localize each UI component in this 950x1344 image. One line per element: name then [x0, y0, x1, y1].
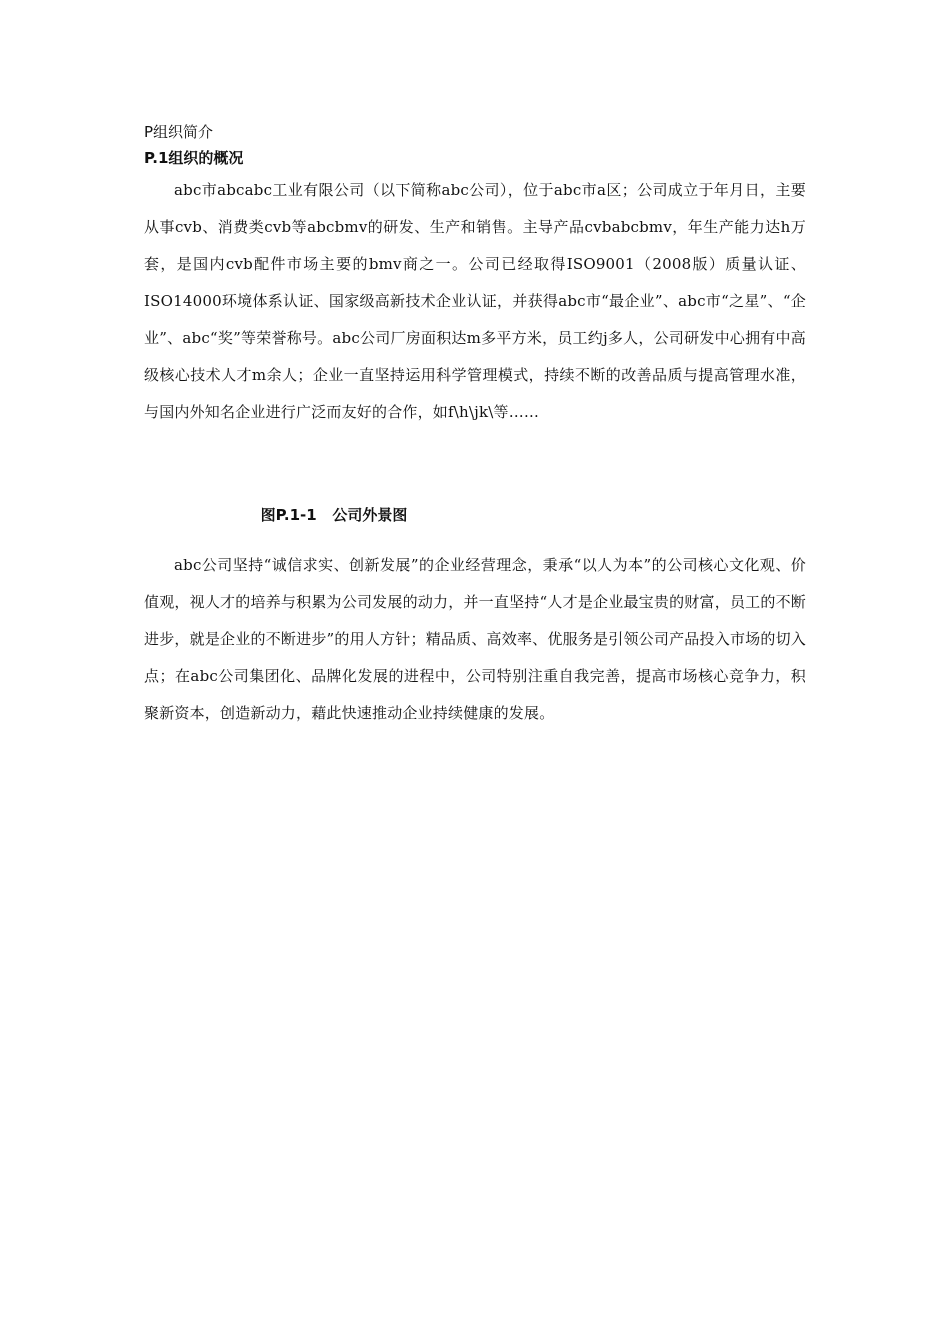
section-title: P组织简介 [144, 123, 214, 141]
document-content [144, 122, 806, 732]
paragraph-philosophy: abc公司坚持“诚信求实、创新发展”的企业经营理念，秉承“以人为本”的公司核心文化观、价值观，视人才的培养与积累为公司发展的动力，并一直坚持“人才是企业最宝贵的财富，员工的不断进步，就是企业的不断进步”的用人方针；精品质、高效率、优服务是引领公司产品投入市场的切入点；在abc公司集团化、品牌化发展的进程中，公司特别注重自我完善，提高市场核心竞争力，积聚新资本，创造新动力，藉此快速推动企业持续健康的发展。 [144, 556, 806, 722]
paragraph-overview: abc市abcabc工业有限公司（以下简称abc公司），位于abc市a区；公司成立于年月日，主要从事cvb、消费类cvb等abcbmv的研发、生产和销售。主导产品cvbabcbmv，年生产能力达h万套，是国内cvb配件市场主要的bmv商之一。公司已经取得ISO9001（2008版）质量认证、ISO14000环境体系认证、国家级高新技术企业认证，并获得abc市“最企业”、abc市“之星”、“企业”、abc“奖”等荣誉称号。abc公司厂房面积达m多平方米，员工约j多人，公司研发中心拥有中高级核心技术人才m余人；企业一直坚持运用科学管理模式，持续不断的改善品质与提高管理水准，与国内外知名企业进行广泛而友好的合作，如f\h\jk\等…… [144, 181, 806, 421]
figure-placeholder [144, 431, 806, 505]
figure-caption: 图P.1-1 公司外景图 [260, 506, 408, 524]
subsection-title: P.1组织的概况 [144, 149, 244, 167]
